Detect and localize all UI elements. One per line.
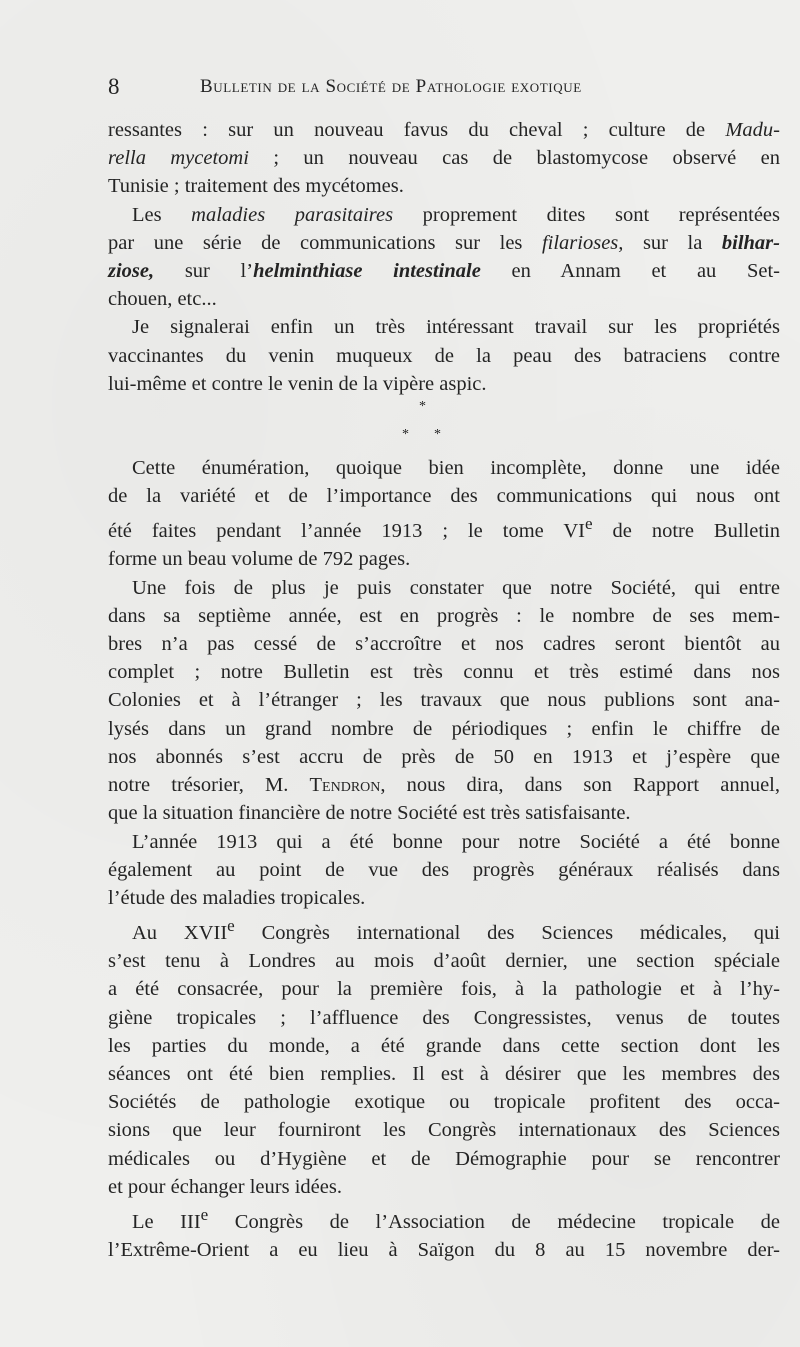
text-line: bres n’a pas cessé de s’accroître et nos cadres seront bientôt au [108,633,780,656]
text-line: l’Extrême-Orient a eu lieu à Saïgon du 8 au 15 novembre der- [108,1239,780,1261]
separator-star: * [434,427,441,443]
text-line: L’année 1913 qui a été bonne pour notre Société a été bonne [132,830,780,853]
text-line: nos abonnés s’est accru de près de 50 en 1913 et j’espère que [108,745,780,768]
text-line: médicales ou d’Hygiène et de Démographie pour se rencontrer [108,1147,780,1170]
text-line: que la situation financière de notre Société est très satisfaisante. [108,802,631,825]
text-line: forme un beau volume de 792 pages. [108,548,411,571]
text-line: Au XVIIe Congrès international des Sciences médicales, qui [132,916,780,944]
text-line: de la variété et de l’importance des communications qui nous ont [108,485,780,508]
text-line: ziose, sur l’helminthiase intestinale en Annam et au Set- [108,260,780,283]
text-line: ressantes : sur un nouveau favus du cheval ; culture de Madu- [108,119,780,141]
text-line: sions que leur fourniront les Congrès internationaux des Sciences [108,1119,780,1142]
text-line: lysés dans un grand nombre de périodiques ; enfin le chiffre de [108,717,780,740]
text-line: les parties du monde, a été grande dans cette section dont les [108,1034,780,1057]
text-line: Je signalerai enfin un très intéressant travail sur les propriétés [132,316,780,339]
text-line: rella mycetomi ; un nouveau cas de blastomycose observé en [108,147,781,170]
body-text [108,116,780,1264]
text-line: Sociétés de pathologie exotique ou tropicale profitent des occa- [108,1091,780,1114]
text-line: l’étude des maladies tropicales. [108,886,366,909]
text-line: et pour échanger leurs idées. [108,1175,342,1198]
text-line: Tunisie ; traitement des mycétomes. [108,175,404,198]
text-line: Cette énumération, quoique bien incomplète, donne une idée [132,457,780,480]
running-head [108,74,780,104]
text-line: Le IIIe Congrès de l’Association de médecine tropicale de [132,1204,781,1233]
text-line: par une série de communications sur les filarioses, sur la bilhar- [108,231,780,254]
text-line: Les maladies parasitaires proprement dites sont représentées [132,203,780,226]
text-line: vaccinantes du venin muqueux de la peau des batraciens contre [108,344,780,367]
text-line: été faites pendant l’année 1913 ; le tome VIe de notre Bulletin [108,514,780,543]
text-line: Une fois de plus je puis constater que notre Société, qui entre [132,576,780,599]
text-line: Colonies et à l’étranger ; les travaux que nous publions sont ana- [108,689,780,712]
separator-star: * [402,427,409,443]
text-line: notre trésorier, M. Tendron, nous dira, dans son Rapport annuel, [108,774,781,797]
text-line: dans sa septième année, est en progrès : le nombre de ses mem- [108,604,780,627]
text-line: séances ont été bien remplies. Il est à désirer que les membres des [108,1062,780,1085]
text-line: complet ; notre Bulletin est très connu et très estimé dans nos [108,661,780,684]
text-line: chouen, etc... [108,288,217,311]
text-line: s’est tenu à Londres au mois d’août dernier, une section spéciale [108,950,780,973]
text-line: lui-même et contre le venin de la vipère aspic. [108,372,487,395]
running-title: Bulletin de la Société de Pathologie exotique [200,76,582,97]
text-line: a été consacrée, pour la première fois, à la pathologie et à l’hy- [108,978,780,1001]
page-number: 8 [108,74,120,99]
separator-star: * [419,399,426,415]
text-line: également au point de vue des progrès généraux réalisés dans [108,858,780,881]
section-separator [108,398,780,454]
text-line: giène tropicales ; l’affluence des Congressistes, venus de toutes [108,1006,780,1029]
